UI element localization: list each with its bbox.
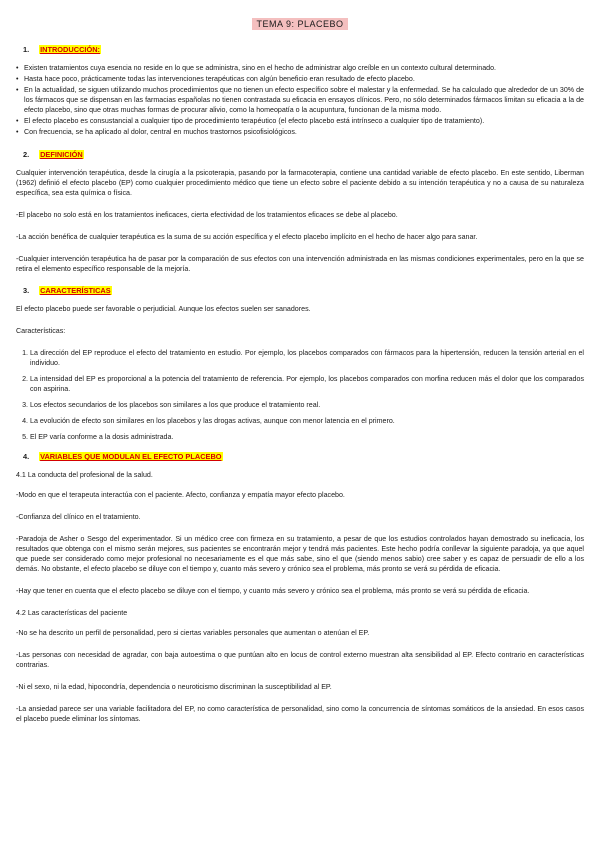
- section-label: DEFINICIÓN: [40, 150, 83, 159]
- list-item: 2. La intensidad del EP es proporcional a la potencia del tratamiento de referencia. Por ejemplo, los placebos comparados con morfina reducen más el dolor que los comparados con aspirina.: [30, 374, 584, 394]
- paragraph: -Confianza del clínico en el tratamiento.: [16, 513, 141, 521]
- section-number: 1.: [23, 45, 30, 54]
- paragraph: -La acción benéfica de cualquier terapéutica es la suma de su acción específica y el efecto placebo implícito en el hecho de hacer algo para sanar.: [16, 233, 478, 241]
- list-item: • En la actualidad, se siguen utilizando muchos procedimientos que no tienen un efecto específico sobre el malestar y la enfermedad. Se ha calculado que alrededor de un 30% de los fármacos que se dispensan en las farmacias españolas no tienen contrastada su eficacia en ensayos clínicos. Pero, no sólo determinados fármacos limitan su eficacia a la de efecto placebo, sino que otras muchas formas de procurar alivio, como la homeopatía o la acupuntura, funcionan de la misma modo.: [16, 85, 584, 115]
- characteristics-list: [16, 348, 584, 442]
- list-item: 5. El EP varía conforme a la dosis administrada.: [30, 432, 584, 442]
- section-number: 2.: [23, 150, 30, 159]
- paragraph: -Paradoja de Asher o Sesgo del experimentador. Si un médico cree con firmeza en su tratamiento, a pesar de que los estudios controlados hayan demostrado su ineficacia, los resultados que obtenga con el mismo serán mejores, sus pacientes se encontrarán mejor y tendrá más pacientes. Este hecho podría conllevar la siguiente paradoja, ya que aquel que puede ser considerado como mejor profesional no necesariamente es el que más sabe, sino el que (siendo menos sabio) cree saber y es capaz de persuadir de ello a los demás. No obstante, el efecto placebo se diluye con el tiempo y, cuanto más severo y crónico sea el problema, más pronto se verá su pérdida de eficacia.: [16, 535, 584, 573]
- section-heading-variables: [23, 452, 584, 462]
- list-item: • Hasta hace poco, prácticamente todas las intervenciones terapéuticas con algún beneficio eran resultado de efecto placebo.: [16, 74, 584, 84]
- paragraph: -El placebo no solo está en los tratamientos ineficaces, cierta efectividad de los tratamientos eficaces se debe al placebo.: [16, 211, 398, 219]
- list-item: • Existen tratamientos cuya esencia no reside en lo que se administra, sino en el hecho de administrar algo creíble en un contexto cultural determinado.: [16, 63, 584, 73]
- subsection-title: 4.2 Las características del paciente: [16, 609, 128, 617]
- section-number: 3.: [23, 286, 30, 295]
- list-item: 3. Los efectos secundarios de los placebos son similares a los que produce el tratamiento real.: [30, 400, 584, 410]
- list-item: 1. La dirección del EP reproduce el efecto del tratamiento en estudio. Por ejemplo, los placebos comparados con fármacos para la hipertensión, reducen la tensión arterial en el individuo.: [30, 348, 584, 368]
- section-heading-caracteristicas: [23, 286, 584, 296]
- section-label: INTRODUCCIÓN:: [40, 45, 101, 54]
- paragraph: -Cualquier intervención terapéutica ha de pasar por la comparación de sus efectos con una intervención administrada en las mismas condiciones experimentales, pero en la que se retira el elemento específico responsable de la mejoría.: [16, 255, 584, 273]
- document-page: [16, 18, 584, 736]
- section-heading-definicion: [23, 150, 584, 160]
- intro-bullet-list: [16, 63, 584, 137]
- paragraph: -No se ha descrito un perfil de personalidad, pero si ciertas variables personales que aumentan o atenúan el EP.: [16, 629, 370, 637]
- paragraph: -Las personas con necesidad de agradar, con baja autoestima o que puntúan alto en locus de control externo muestran alta sensibilidad al EP. Efecto contrario en características contrarias.: [16, 651, 584, 669]
- section-number: 4.: [23, 452, 30, 461]
- section-label: CARACTERÍSTICAS: [40, 286, 111, 295]
- paragraph: Cualquier intervención terapéutica, desde la cirugía a la psicoterapia, pasando por la farmacoterapia, contiene una cantidad variable de efecto placebo. En este sentido, Liberman (1962) definió el efecto placebo (EP) como cualquier procedimiento médico que tiene un efecto sobre el paciente debido a su intención terapéutica y no a causa de su naturaleza específica, sea esta química o física.: [16, 169, 584, 197]
- list-item: 4. La evolución de efecto son similares en los placebos y las drogas activas, aunque con menor latencia en el primero.: [30, 416, 584, 426]
- subsection-title: 4.1 La conducta del profesional de la salud.: [16, 471, 153, 479]
- list-item: • Con frecuencia, se ha aplicado al dolor, central en muchos trastornos psicofisiológicos.: [16, 127, 584, 137]
- list-item: • El efecto placebo es consustancial a cualquier tipo de procedimiento terapéutico (el efecto placebo está intrínseco a cualquier tipo de tratamiento).: [16, 116, 584, 126]
- paragraph: -Modo en que el terapeuta interactúa con el paciente. Afecto, confianza y empatía mayor efecto placebo.: [16, 491, 345, 499]
- title-wrap: [16, 18, 584, 30]
- paragraph: -La ansiedad parece ser una variable facilitadora del EP, no como característica de personalidad, sino como la concurrencia de síntomas somáticos de la ansiedad. En esos casos el placebo puede eliminar los síntomas.: [16, 705, 584, 723]
- section-label: VARIABLES QUE MODULAN EL EFECTO PLACEBO: [40, 452, 222, 461]
- paragraph: Características:: [16, 327, 66, 335]
- page-title: TEMA 9: PLACEBO: [252, 18, 347, 30]
- paragraph: El efecto placebo puede ser favorable o perjudicial. Aunque los efectos suelen ser sanadores.: [16, 305, 311, 313]
- section-heading-introduccion: [23, 45, 584, 55]
- paragraph: -Hay que tener en cuenta que el efecto placebo se diluye con el tiempo, y cuanto más severo y crónico sea el problema, más pronto se verá su pérdida de eficacia.: [16, 587, 530, 595]
- paragraph: -Ni el sexo, ni la edad, hipocondría, dependencia o neuroticismo discriminan la susceptibilidad al EP.: [16, 683, 332, 691]
